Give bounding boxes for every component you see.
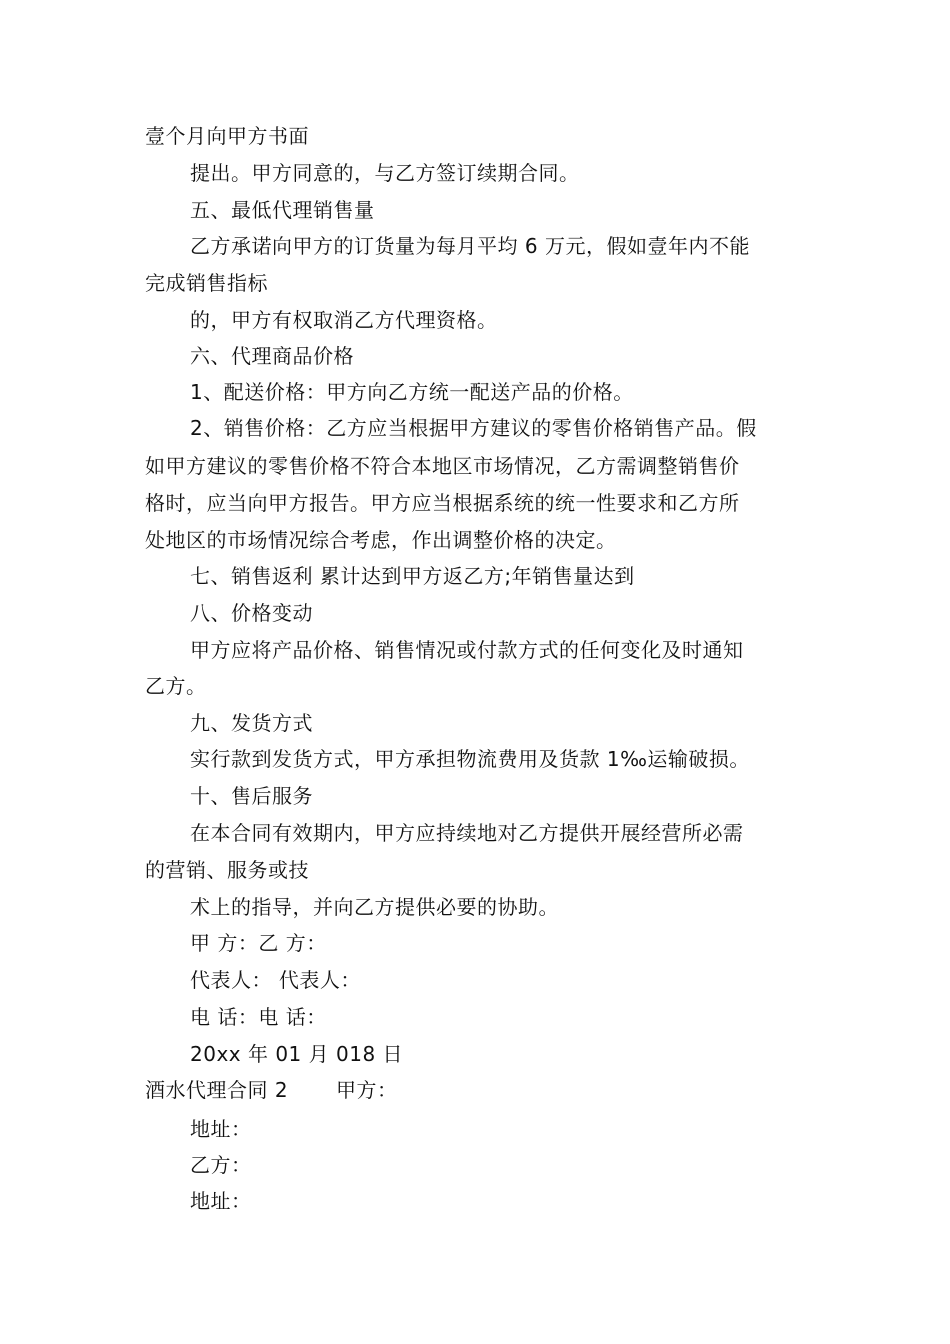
text-line: 提出。甲方同意的，与乙方签订续期合同。 (190, 161, 580, 185)
section-heading: 九、发货方式 (190, 711, 313, 735)
text-line: 处地区的市场情况综合考虑，作出调整价格的决定。 (145, 528, 617, 552)
date-line: 20xx 年 01 月 018 日 (190, 1042, 404, 1066)
contract-title-line: 酒水代理合同 2 甲方： (145, 1078, 398, 1102)
section-heading: 五、最低代理销售量 (190, 198, 375, 222)
signature-party-line: 甲 方：乙 方： (190, 931, 327, 955)
text-line: 甲方应将产品价格、销售情况或付款方式的任何变化及时通知 (190, 638, 744, 662)
text-line: 格时，应当向甲方报告。甲方应当根据系统的统一性要求和乙方所 (145, 491, 740, 515)
section-heading: 十、售后服务 (190, 784, 313, 808)
text-line: 壹个月向甲方书面 (145, 124, 309, 148)
text-line: 1、配送价格：甲方向乙方统一配送产品的价格。 (190, 380, 634, 404)
signature-representative-line: 代表人： 代表人： (190, 968, 361, 992)
text-line: 的营销、服务或技 (145, 858, 309, 882)
text-line: 如甲方建议的零售价格不符合本地区市场情况，乙方需调整销售价 (145, 454, 740, 478)
address-line: 地址： (190, 1117, 252, 1141)
section-heading: 六、代理商品价格 (190, 344, 354, 368)
text-line: 实行款到发货方式，甲方承担物流费用及货款 1‰运输破损。 (190, 747, 750, 771)
text-line: 在本合同有效期内，甲方应持续地对乙方提供开展经营所必需 (190, 821, 744, 845)
text-line: 2、销售价格：乙方应当根据甲方建议的零售价格销售产品。假 (190, 416, 757, 440)
party-b-line: 乙方： (190, 1153, 252, 1177)
address-line: 地址： (190, 1189, 252, 1213)
text-line: 术上的指导，并向乙方提供必要的协助。 (190, 895, 559, 919)
text-line: 乙方承诺向甲方的订货量为每月平均 6 万元，假如壹年内不能 (190, 234, 750, 258)
signature-phone-line: 电 话：电 话： (190, 1005, 327, 1029)
section-heading: 八、价格变动 (190, 601, 313, 625)
section-heading: 七、销售返利 累计达到甲方返乙方;年销售量达到 (190, 564, 635, 588)
text-line: 的，甲方有权取消乙方代理资格。 (190, 308, 498, 332)
text-line: 完成销售指标 (145, 271, 268, 295)
text-line: 乙方。 (145, 674, 207, 698)
